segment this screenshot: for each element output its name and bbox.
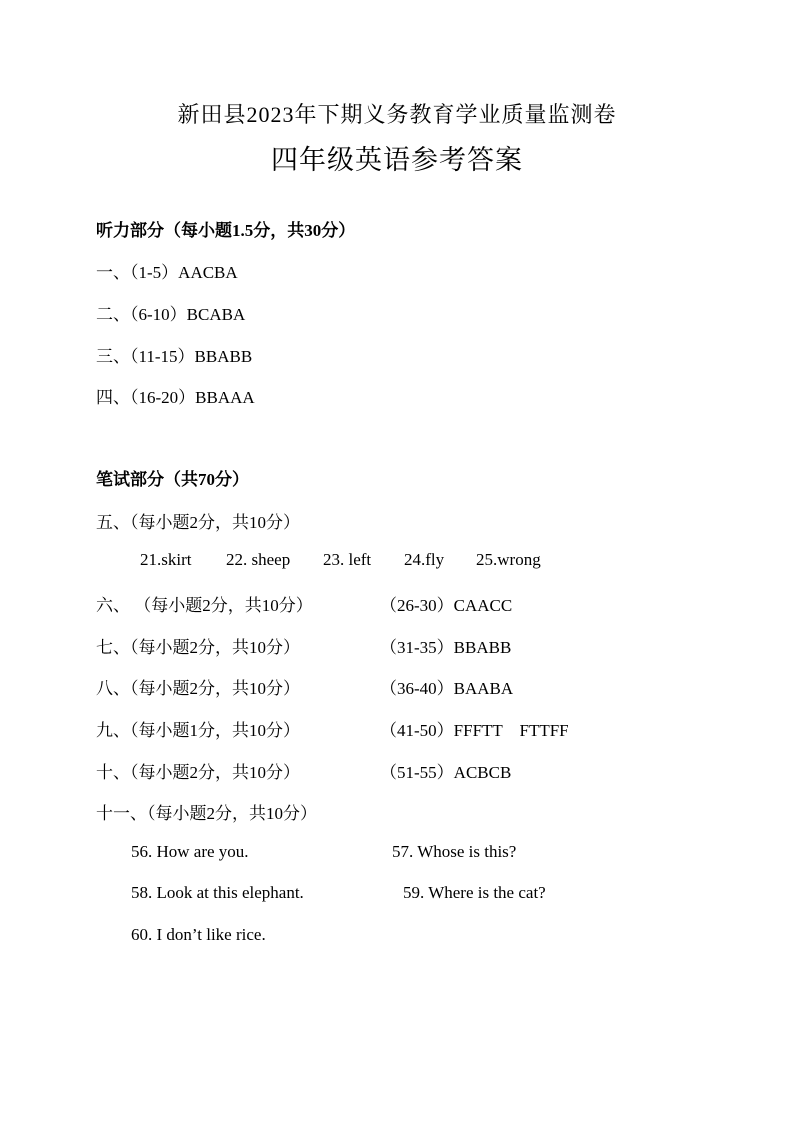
document-title: 四年级英语参考答案 xyxy=(271,145,523,176)
section-11-answer-56: 56. How are you. xyxy=(131,842,249,861)
section-9-answer: （41-50）FFFTT FTTFF xyxy=(380,721,569,740)
section-9-label: 九、（每小题1分，共10分） xyxy=(96,721,300,740)
section-5-answer-24: 24.fly xyxy=(404,550,445,569)
exam-title: 新田县2023年下期义务教育学业质量监测卷 xyxy=(177,102,617,127)
section-10-label: 十、（每小题2分，共10分） xyxy=(96,763,300,782)
listening-answer-4: 四、（16-20）BBAAA xyxy=(96,388,255,407)
section-5-answer-21: 21.skirt xyxy=(140,550,192,569)
section-8-label: 八、（每小题2分，共10分） xyxy=(96,679,300,698)
section-5-answer-23: 23. left xyxy=(323,550,372,569)
section-11-answer-60: 60. I don’t like rice. xyxy=(131,925,266,944)
section-11-answer-57: 57. Whose is this? xyxy=(392,842,517,861)
section-6-label: 六、 （每小题2分，共10分） xyxy=(96,596,313,615)
section-11-answer-59: 59. Where is the cat? xyxy=(403,883,546,902)
section-8-answer: （36-40）BAABA xyxy=(380,679,514,698)
section-5-answer-22: 22. sheep xyxy=(226,550,291,569)
section-7-label: 七、（每小题2分，共10分） xyxy=(96,638,300,657)
section-10-answer: （51-55）ACBCB xyxy=(380,763,512,782)
section-6-answer: （26-30）CAACC xyxy=(380,596,513,615)
writing-heading: 笔试部分（共70分） xyxy=(96,470,249,489)
section-5-label: 五、（每小题2分，共10分） xyxy=(96,513,300,532)
listening-answer-1: 一、（1-5）AACBA xyxy=(96,263,238,282)
listening-answer-3: 三、（11-15）BBABB xyxy=(96,347,253,366)
section-11-label: 十一、（每小题2分，共10分） xyxy=(96,804,317,823)
listening-heading: 听力部分（每小题1.5分，共30分） xyxy=(96,221,356,240)
section-7-answer: （31-35）BBABB xyxy=(380,638,512,657)
section-11-answer-58: 58. Look at this elephant. xyxy=(131,883,304,902)
section-5-answer-25: 25.wrong xyxy=(476,550,541,569)
listening-answer-2: 二、（6-10）BCABA xyxy=(96,305,246,324)
